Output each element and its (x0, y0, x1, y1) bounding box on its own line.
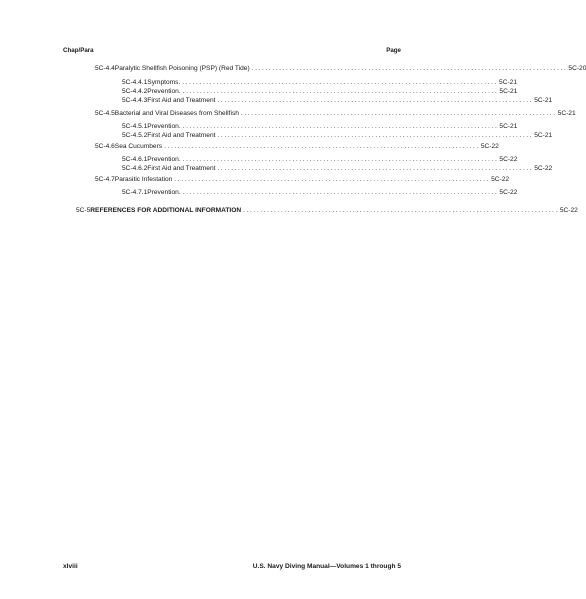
toc-entry-title: Prevention. (147, 88, 181, 95)
toc-entry-title: Prevention. (147, 156, 181, 163)
toc-entry-number: 5C-4.6 (95, 143, 115, 150)
toc-entry-5c-5[interactable] (76, 207, 578, 215)
toc-entry-number: 5C-5 (76, 207, 91, 214)
column-header-chap-para: Chap/Para (63, 47, 94, 54)
toc-entry-5c-4-5-1[interactable] (122, 123, 518, 131)
toc-entry-5c-4-6-2[interactable] (122, 165, 553, 173)
toc-entry-page: 5C-22 (559, 207, 578, 214)
toc-entry-5c-4-5[interactable] (95, 110, 576, 118)
leader-dots: ............................................................................................ (174, 176, 491, 183)
toc-entry-5c-4-4-2[interactable] (122, 88, 518, 96)
document-title: U.S. Navy Diving Manual—Volumes 1 through 5 (252, 563, 401, 570)
toc-entry-title: Paralytic Shellfish Poisoning (PSP) (Red Tide) (114, 65, 250, 72)
toc-entry-page: 5C-22 (534, 165, 553, 172)
leader-dots: ............................................................................................ (217, 97, 534, 104)
leader-dots: ............................................................................................ (240, 110, 557, 117)
toc-entry-number: 5C-4.6.1 (122, 156, 148, 163)
toc-entry-5c-4-4[interactable] (95, 65, 586, 73)
leader-dots: ............................................................................................ (164, 143, 480, 150)
leader-dots: ............................................................................................ (243, 207, 559, 214)
toc-entry-page: 5C-22 (480, 143, 499, 150)
toc-entry-page: 5C-21 (499, 123, 518, 130)
toc-entry-page: 5C-21 (499, 79, 517, 86)
toc-entry-number: 5C-4.6.2 (122, 165, 148, 172)
toc-entry-number: 5C-4.7.1 (122, 189, 148, 196)
toc-entry-page: 5C-22 (499, 156, 518, 163)
toc-entry-page: 5C-21 (534, 132, 553, 139)
column-header-page: Page (386, 47, 401, 54)
toc-entry-title: First Aid and Treatment (147, 165, 216, 172)
toc-entry-title: Parasitic Infestation (114, 176, 173, 183)
toc-entry-number: 5C-4.4.1 (122, 79, 148, 86)
toc-entry-title: First Aid and Treatment (147, 132, 216, 139)
leader-dots: ............................................................................................ (182, 156, 499, 163)
toc-entry-title: Bacterial and Viral Diseases from Shellfish (114, 110, 239, 117)
toc-entry-title: Symptoms. (147, 79, 181, 86)
toc-entry-5c-4-7-1[interactable] (122, 189, 518, 197)
toc-entry-5c-4-4-3[interactable] (122, 97, 553, 105)
toc-entry-title: Prevention. (147, 123, 181, 130)
leader-dots: ............................................................................................ (217, 165, 534, 172)
leader-dots: ............................................................................................ (251, 65, 568, 72)
page-number: xlviii (63, 563, 78, 570)
toc-entry-title: Prevention. (147, 189, 181, 196)
toc-entry-title: Sea Cucumbers (114, 143, 163, 150)
toc-entry-title: First Aid and Treatment (147, 97, 216, 104)
toc-entry-5c-4-4-1[interactable] (122, 79, 517, 87)
toc-entry-5c-4-5-2[interactable] (122, 132, 553, 140)
toc-entry-page: 5C-22 (499, 189, 518, 196)
toc-entry-number: 5C-4.4.3 (122, 97, 148, 104)
leader-dots: ............................................................................................ (217, 132, 534, 139)
toc-entry-number: 5C-4.4 (95, 65, 115, 72)
toc-entry-number: 5C-4.5 (95, 110, 115, 117)
toc-entry-5c-4-6[interactable] (95, 143, 499, 151)
leader-dots: ............................................................................................ (182, 79, 499, 86)
toc-entry-page: 5C-21 (557, 110, 576, 117)
leader-dots: ............................................................................................ (182, 88, 499, 95)
toc-entry-page: 5C-22 (491, 176, 510, 183)
toc-entry-5c-4-6-1[interactable] (122, 156, 518, 164)
toc-entry-5c-4-7[interactable] (95, 176, 510, 184)
toc-entry-number: 5C-4.7 (95, 176, 115, 183)
toc-entry-title: REFERENCES FOR ADDITIONAL INFORMATION (90, 207, 242, 214)
toc-entry-page: 5C-21 (499, 88, 518, 95)
toc-entry-page: 5C-21 (534, 97, 553, 104)
leader-dots: ............................................................................................ (182, 189, 499, 196)
leader-dots: ............................................................................................ (182, 123, 499, 130)
toc-entry-page: 5C-20 (568, 65, 586, 72)
toc-entry-number: 5C-4.5.1 (122, 123, 148, 130)
toc-entry-number: 5C-4.4.2 (122, 88, 148, 95)
toc-entry-number: 5C-4.5.2 (122, 132, 148, 139)
